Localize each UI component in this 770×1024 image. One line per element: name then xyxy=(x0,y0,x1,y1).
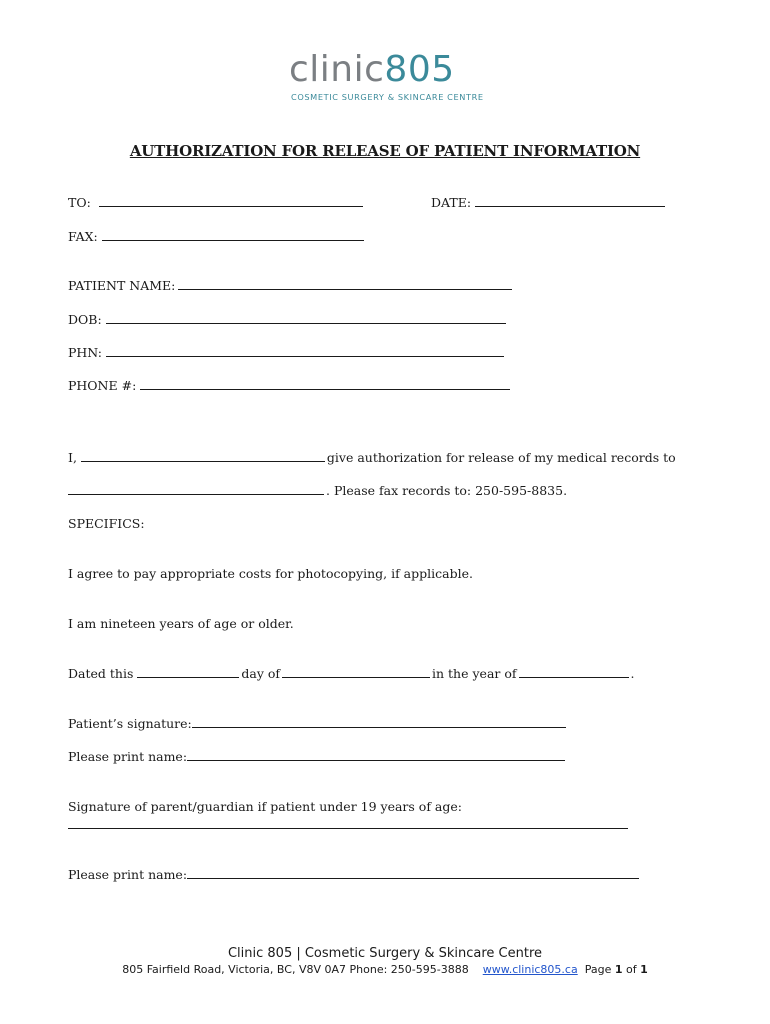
date-field xyxy=(431,194,667,210)
phone-input-line[interactable] xyxy=(140,377,510,390)
print-name-input-line-2[interactable] xyxy=(187,866,639,879)
page-of: of xyxy=(626,963,637,976)
footer-clinic-line: Clinic 805 | Cosmetic Surgery & Skincare Centre xyxy=(227,946,543,961)
footer-address-line xyxy=(0,963,770,976)
to-field xyxy=(68,194,365,210)
guardian-signature-label: Signature of parent/guardian if patient under 19 years of age: xyxy=(68,799,462,814)
phone-label: PHONE #: xyxy=(68,378,137,393)
website-link[interactable]: www.clinic805.ca xyxy=(482,963,578,976)
phn-label: PHN: xyxy=(68,345,103,360)
patient-signature-field xyxy=(68,715,568,731)
guardian-signature-input-line[interactable] xyxy=(68,816,628,829)
patient-name-label: PATIENT NAME: xyxy=(68,278,176,293)
print-name-input-line-1[interactable] xyxy=(187,748,565,761)
dated-line xyxy=(68,665,634,681)
clinic-logo xyxy=(289,50,484,112)
page-number: 1 xyxy=(614,963,623,976)
patient-signature-input-line[interactable] xyxy=(192,715,566,728)
date-label: DATE: xyxy=(431,195,472,210)
fax-field xyxy=(68,228,366,244)
page-prefix: Page xyxy=(584,963,612,976)
logo-name-word: clinic xyxy=(289,49,385,90)
form-title: AUTHORIZATION FOR RELEASE OF PATIENT INFORMATION xyxy=(129,142,641,160)
age-statement: I am nineteen years of age or older. xyxy=(68,616,294,631)
dated-end: . xyxy=(630,666,635,681)
print-name-label-2: Please print name: xyxy=(68,867,188,882)
authorization-text: give authorization for release of my medical records to xyxy=(326,450,676,465)
agree-costs-statement: I agree to pay appropriate costs for photocopying, if applicable. xyxy=(68,566,473,581)
authorization-line-1 xyxy=(68,449,676,465)
dob-label: DOB: xyxy=(68,312,102,327)
page-total: 1 xyxy=(640,963,648,976)
dated-prefix: Dated this xyxy=(68,666,134,681)
month-input-line[interactable] xyxy=(282,665,430,678)
to-label: TO: xyxy=(68,195,91,210)
dated-in-year: in the year of xyxy=(432,666,517,681)
authorization-line-2 xyxy=(68,482,567,498)
fax-records-text: . Please fax records to: 250-595-8835. xyxy=(326,483,568,498)
print-name-field-2 xyxy=(68,866,641,882)
logo-tagline: COSMETIC SURGERY & SKINCARE CENTRE xyxy=(291,92,484,102)
footer-address: 805 Fairfield Road, Victoria, BC, V8V 0A7 Phone: 250-595-3888 xyxy=(122,963,469,976)
logo-name-digits: 805 xyxy=(384,49,455,90)
phn-field xyxy=(68,344,506,360)
to-input-line[interactable] xyxy=(99,194,363,207)
fax-input-line[interactable] xyxy=(102,228,364,241)
patient-signature-label: Patient’s signature: xyxy=(68,716,192,731)
patient-name-input-line[interactable] xyxy=(178,277,512,290)
logo-wordmark xyxy=(289,50,484,90)
dob-input-line[interactable] xyxy=(106,311,506,324)
year-input-line[interactable] xyxy=(519,665,629,678)
patient-name-field xyxy=(68,277,514,293)
guardian-signature-field xyxy=(68,816,630,832)
recipient-input-line[interactable] xyxy=(68,482,324,495)
dated-day-of: day of xyxy=(241,666,281,681)
dob-field xyxy=(68,311,508,327)
phone-field xyxy=(68,377,512,393)
day-input-line[interactable] xyxy=(137,665,239,678)
print-name-label-1: Please print name: xyxy=(68,749,188,764)
print-name-field-1 xyxy=(68,748,567,764)
phn-input-line[interactable] xyxy=(106,344,504,357)
fax-label: FAX: xyxy=(68,229,98,244)
authorizer-name-input-line[interactable] xyxy=(81,449,325,462)
date-input-line[interactable] xyxy=(475,194,665,207)
authorization-prefix: I, xyxy=(68,450,77,465)
specifics-label: SPECIFICS: xyxy=(68,516,145,531)
